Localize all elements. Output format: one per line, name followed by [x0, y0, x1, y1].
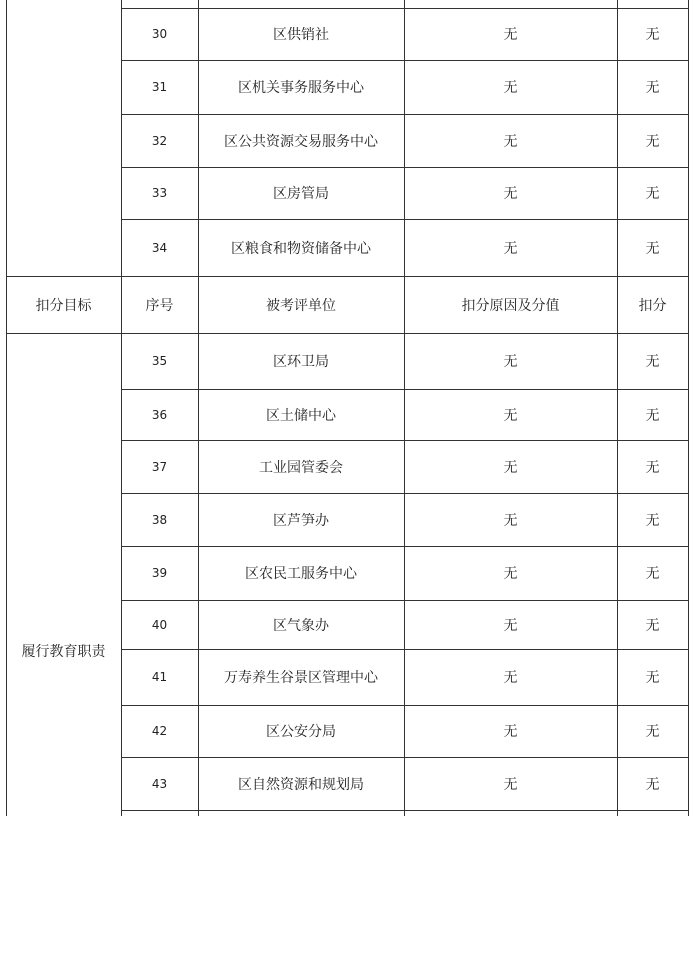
reason-cell: 无 — [503, 566, 518, 582]
header-unit: 被考评单位 — [266, 297, 336, 314]
reason-cell: 无 — [503, 186, 518, 202]
unit-cell: 区自然资源和规划局 — [238, 776, 364, 793]
seq-cell: 42 — [151, 724, 168, 738]
seq-cell: 33 — [151, 186, 168, 200]
unit-cell: 区公安分局 — [266, 724, 336, 740]
deduct-cell: 无 — [645, 407, 660, 424]
group-target-cell: 履行教育职责 — [21, 643, 106, 660]
unit-cell: 区房管局 — [273, 186, 329, 202]
deduct-cell: 无 — [645, 566, 660, 582]
seq-cell: 34 — [151, 240, 168, 255]
reason-cell: 无 — [503, 240, 518, 257]
header-deduct: 扣分 — [638, 297, 667, 314]
deduct-cell: 无 — [645, 80, 660, 96]
seq-cell: 41 — [151, 670, 168, 684]
seq-cell: 37 — [151, 459, 168, 474]
unit-cell: 万寿养生谷景区管理中心 — [224, 670, 378, 686]
deduct-cell: 无 — [645, 27, 660, 43]
seq-cell: 36 — [151, 407, 168, 422]
seq-cell: 43 — [151, 776, 168, 791]
seq-cell: 35 — [151, 354, 168, 368]
unit-cell: 区公共资源交易服务中心 — [224, 133, 378, 150]
header-target: 扣分目标 — [35, 297, 92, 314]
reason-cell: 无 — [503, 512, 518, 529]
seq-cell: 40 — [151, 617, 168, 632]
deduct-cell: 无 — [645, 776, 660, 793]
header-reason: 扣分原因及分值 — [461, 297, 560, 314]
deduct-cell: 无 — [645, 133, 660, 150]
seq-cell: 31 — [151, 80, 168, 94]
deduct-cell: 无 — [645, 724, 660, 740]
reason-cell: 无 — [503, 670, 518, 686]
unit-cell: 区芦笋办 — [273, 512, 329, 529]
reason-cell: 无 — [503, 724, 518, 740]
unit-cell: 区机关事务服务中心 — [238, 80, 364, 96]
reason-cell: 无 — [503, 617, 518, 634]
unit-cell: 区环卫局 — [273, 354, 329, 370]
reason-cell: 无 — [503, 27, 518, 43]
reason-cell: 无 — [503, 133, 518, 150]
unit-cell: 区土储中心 — [266, 407, 336, 424]
unit-cell: 区气象办 — [273, 617, 329, 634]
deduct-cell: 无 — [645, 459, 660, 476]
seq-cell: 38 — [151, 512, 168, 527]
unit-cell: 工业园管委会 — [259, 459, 343, 476]
unit-cell: 区粮食和物资储备中心 — [231, 240, 371, 257]
header-seq: 序号 — [145, 297, 174, 314]
unit-cell: 区供销社 — [273, 27, 329, 43]
deduct-cell: 无 — [645, 670, 660, 686]
deduct-cell: 无 — [645, 186, 660, 202]
deduct-cell: 无 — [645, 354, 660, 370]
reason-cell: 无 — [503, 407, 518, 424]
reason-cell: 无 — [503, 354, 518, 370]
unit-cell: 区农民工服务中心 — [245, 566, 357, 582]
seq-cell: 32 — [151, 133, 168, 148]
seq-cell: 30 — [151, 27, 168, 41]
reason-cell: 无 — [503, 776, 518, 793]
seq-cell: 39 — [151, 566, 168, 580]
column-border — [688, 0, 689, 816]
row-border — [121, 810, 689, 811]
deduct-cell: 无 — [645, 617, 660, 634]
reason-cell: 无 — [503, 80, 518, 96]
deduct-cell: 无 — [645, 512, 660, 529]
reason-cell: 无 — [503, 459, 518, 476]
deduct-cell: 无 — [645, 240, 660, 257]
